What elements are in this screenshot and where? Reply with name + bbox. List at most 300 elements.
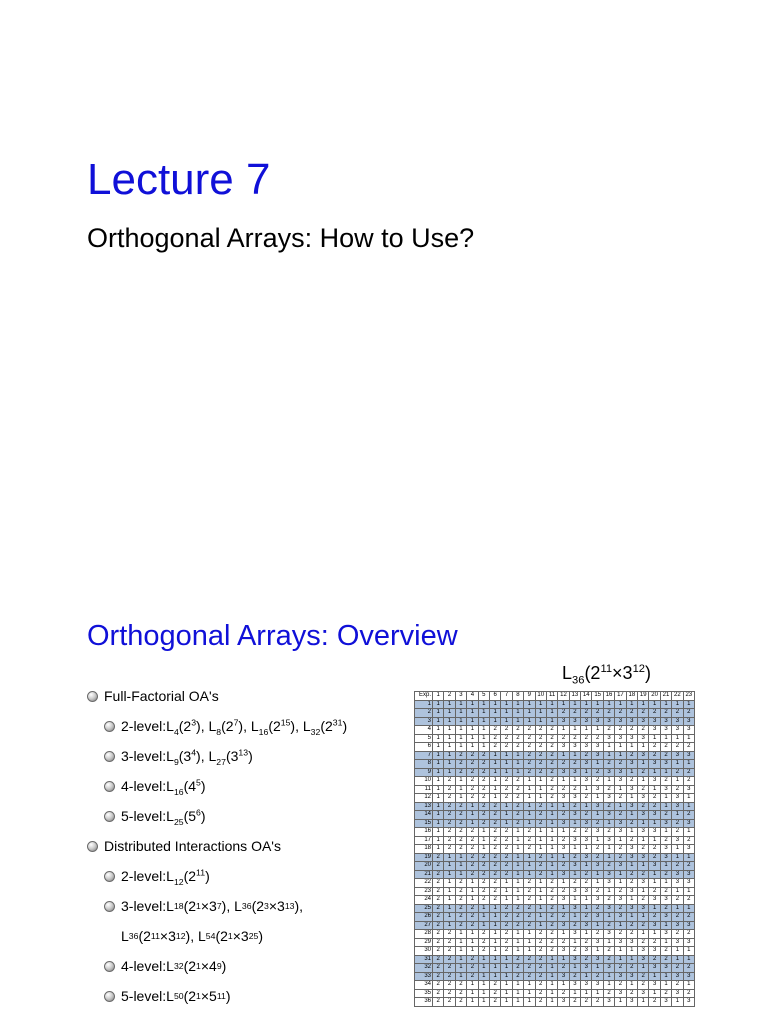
table-cell: 2 — [501, 904, 512, 913]
table-cell-exp: 30 — [415, 947, 433, 956]
table-cell: 2 — [535, 989, 546, 998]
lecture-title: Lecture 7 — [87, 155, 271, 204]
table-cell: 2 — [467, 904, 478, 913]
table-cell: 1 — [546, 972, 557, 981]
table-cell: 1 — [489, 904, 500, 913]
table-cell: 2 — [569, 802, 580, 811]
table-cell: 1 — [455, 700, 466, 709]
table-cell: 1 — [512, 760, 523, 769]
table-cell: 1 — [512, 768, 523, 777]
table-cell: 2 — [603, 802, 614, 811]
table-cell: 3 — [638, 717, 649, 726]
table-cell: 3 — [638, 751, 649, 760]
table-cell: 1 — [501, 972, 512, 981]
table-cell: 2 — [467, 845, 478, 854]
table-cell: 2 — [626, 709, 637, 718]
table-cell: 1 — [638, 777, 649, 786]
table-cell: 1 — [524, 811, 535, 820]
table-cell: 3 — [569, 743, 580, 752]
table-cell: 2 — [535, 760, 546, 769]
table-cell: 1 — [512, 853, 523, 862]
table-cell: 1 — [455, 726, 466, 735]
table-cell: 2 — [478, 853, 489, 862]
table-cell: 2 — [467, 768, 478, 777]
table-header-col: 2 — [444, 692, 455, 701]
table-cell: 2 — [558, 887, 569, 896]
table-cell: 2 — [581, 794, 592, 803]
table-cell: 1 — [467, 717, 478, 726]
table-cell: 1 — [546, 955, 557, 964]
table-header-col: 1 — [433, 692, 444, 701]
table-cell: 2 — [433, 921, 444, 930]
table-cell: 3 — [638, 794, 649, 803]
table-cell: 1 — [683, 981, 694, 990]
table-cell: 1 — [444, 913, 455, 922]
table-cell-exp: 12 — [415, 794, 433, 803]
table-cell: 3 — [649, 947, 660, 956]
table-cell: 3 — [638, 828, 649, 837]
table-cell: 2 — [512, 743, 523, 752]
table-cell: 1 — [524, 709, 535, 718]
table-cell: 2 — [649, 913, 660, 922]
table-header-exp: Exp. — [415, 692, 433, 701]
table-row — [415, 845, 695, 854]
table-cell: 1 — [660, 794, 671, 803]
table-cell: 2 — [467, 870, 478, 879]
table-cell: 1 — [592, 879, 603, 888]
table-row — [415, 768, 695, 777]
table-cell: 2 — [489, 862, 500, 871]
table-cell: 1 — [524, 819, 535, 828]
table-cell: 2 — [649, 887, 660, 896]
table-cell: 2 — [546, 938, 557, 947]
table-cell: 1 — [592, 760, 603, 769]
table-cell: 1 — [455, 853, 466, 862]
table-row — [415, 989, 695, 998]
table-cell: 1 — [638, 819, 649, 828]
table-cell: 1 — [638, 862, 649, 871]
table-cell: 1 — [649, 930, 660, 939]
table-cell: 1 — [581, 768, 592, 777]
table-cell: 2 — [535, 938, 546, 947]
table-cell: 2 — [535, 853, 546, 862]
table-row — [415, 870, 695, 879]
table-cell: 1 — [524, 853, 535, 862]
table-cell: 1 — [512, 828, 523, 837]
table-cell-exp: 2 — [415, 709, 433, 718]
table-cell: 3 — [615, 768, 626, 777]
table-cell: 1 — [512, 947, 523, 956]
table-row — [415, 777, 695, 786]
table-cell: 2 — [489, 887, 500, 896]
table-cell: 3 — [660, 930, 671, 939]
table-cell: 2 — [433, 964, 444, 973]
table-cell: 3 — [569, 930, 580, 939]
table-cell: 2 — [683, 709, 694, 718]
table-cell: 3 — [626, 845, 637, 854]
table-cell: 1 — [489, 913, 500, 922]
table-cell: 1 — [535, 785, 546, 794]
table-cell: 2 — [603, 862, 614, 871]
table-cell: 2 — [603, 896, 614, 905]
table-cell: 1 — [626, 768, 637, 777]
table-cell: 3 — [592, 751, 603, 760]
table-cell: 1 — [592, 870, 603, 879]
table-cell: 2 — [455, 845, 466, 854]
table-cell: 2 — [558, 836, 569, 845]
table-cell: 1 — [569, 751, 580, 760]
table-cell: 2 — [672, 819, 683, 828]
table-cell: 1 — [455, 717, 466, 726]
table-cell: 2 — [524, 913, 535, 922]
table-cell: 2 — [546, 947, 557, 956]
table-cell: 2 — [501, 862, 512, 871]
table-cell: 1 — [467, 947, 478, 956]
table-cell: 2 — [501, 938, 512, 947]
bullet-distributed: Distributed Interactions OA's — [87, 836, 281, 856]
table-cell: 1 — [603, 938, 614, 947]
table-cell: 1 — [626, 700, 637, 709]
table-header-col: 11 — [546, 692, 557, 701]
table-cell: 2 — [501, 777, 512, 786]
table-cell: 1 — [683, 734, 694, 743]
table-cell: 2 — [569, 853, 580, 862]
table-cell: 3 — [626, 717, 637, 726]
table-cell: 1 — [433, 828, 444, 837]
table-cell: 2 — [683, 913, 694, 922]
table-row — [415, 938, 695, 947]
table-cell: 2 — [512, 964, 523, 973]
table-cell-exp: 29 — [415, 938, 433, 947]
table-cell-exp: 5 — [415, 734, 433, 743]
table-cell: 1 — [546, 709, 557, 718]
table-cell: 1 — [535, 887, 546, 896]
table-cell: 3 — [672, 794, 683, 803]
table-cell: 1 — [581, 904, 592, 913]
table-cell: 3 — [638, 989, 649, 998]
table-cell: 2 — [535, 743, 546, 752]
table-row — [415, 972, 695, 981]
table-cell: 1 — [535, 913, 546, 922]
table-cell: 2 — [512, 921, 523, 930]
table-cell: 1 — [455, 785, 466, 794]
table-cell: 1 — [638, 964, 649, 973]
table-cell: 2 — [546, 794, 557, 803]
table-cell: 1 — [433, 777, 444, 786]
table-cell: 3 — [615, 913, 626, 922]
table-cell: 2 — [478, 870, 489, 879]
table-cell: 1 — [478, 734, 489, 743]
table-cell: 2 — [455, 751, 466, 760]
table-cell: 2 — [626, 989, 637, 998]
table-cell: 2 — [478, 896, 489, 905]
table-row — [415, 998, 695, 1007]
table-cell: 1 — [603, 700, 614, 709]
table-row — [415, 811, 695, 820]
table-cell: 3 — [672, 836, 683, 845]
table-row — [415, 904, 695, 913]
table-cell: 1 — [603, 743, 614, 752]
table-row — [415, 913, 695, 922]
table-cell: 3 — [581, 964, 592, 973]
table-cell: 2 — [444, 998, 455, 1007]
table-cell: 2 — [603, 709, 614, 718]
table-cell: 2 — [535, 862, 546, 871]
table-cell: 3 — [626, 853, 637, 862]
table-cell: 2 — [660, 870, 671, 879]
table-cell: 1 — [649, 734, 660, 743]
table-cell: 2 — [524, 972, 535, 981]
table-cell: 3 — [603, 794, 614, 803]
table-cell: 2 — [592, 998, 603, 1007]
table-cell: 3 — [581, 717, 592, 726]
table-cell: 3 — [558, 743, 569, 752]
table-cell: 1 — [638, 930, 649, 939]
table-cell: 2 — [615, 794, 626, 803]
table-cell: 2 — [672, 828, 683, 837]
table-cell-exp: 1 — [415, 700, 433, 709]
table-cell: 1 — [501, 717, 512, 726]
table-cell: 2 — [592, 887, 603, 896]
bullet-di-5level: 5-level: L 50 (2 1 ×5 11 ) — [104, 986, 231, 1006]
table-cell: 2 — [478, 947, 489, 956]
table-cell: 1 — [546, 802, 557, 811]
table-cell: 2 — [535, 964, 546, 973]
table-header-col: 18 — [626, 692, 637, 701]
table-cell: 2 — [581, 709, 592, 718]
table-cell: 2 — [603, 785, 614, 794]
table-cell: 2 — [489, 811, 500, 820]
table-cell: 2 — [683, 989, 694, 998]
table-cell: 3 — [615, 896, 626, 905]
table-cell: 1 — [478, 964, 489, 973]
table-cell: 1 — [615, 955, 626, 964]
table-cell: 1 — [501, 811, 512, 820]
table-header-col: 22 — [672, 692, 683, 701]
table-cell: 2 — [558, 709, 569, 718]
table-cell: 2 — [433, 947, 444, 956]
table-cell: 1 — [478, 981, 489, 990]
table-cell-exp: 27 — [415, 921, 433, 930]
table-cell: 1 — [581, 700, 592, 709]
table-cell: 2 — [455, 998, 466, 1007]
table-cell: 2 — [581, 828, 592, 837]
table-cell: 2 — [433, 955, 444, 964]
table-cell: 3 — [683, 751, 694, 760]
table-cell: 1 — [558, 853, 569, 862]
table-cell: 1 — [467, 938, 478, 947]
table-cell: 2 — [444, 811, 455, 820]
table-cell: 2 — [467, 913, 478, 922]
table-cell: 1 — [558, 777, 569, 786]
table-cell: 2 — [672, 743, 683, 752]
table-cell: 3 — [603, 964, 614, 973]
table-cell: 1 — [535, 896, 546, 905]
table-cell: 1 — [546, 700, 557, 709]
table-cell-exp: 33 — [415, 972, 433, 981]
table-cell: 2 — [546, 887, 557, 896]
table-cell: 2 — [512, 734, 523, 743]
table-cell: 2 — [569, 785, 580, 794]
table-cell: 1 — [672, 700, 683, 709]
table-cell: 1 — [683, 853, 694, 862]
table-cell: 1 — [615, 785, 626, 794]
table-cell: 1 — [512, 709, 523, 718]
table-cell: 1 — [501, 955, 512, 964]
table-cell: 2 — [489, 726, 500, 735]
table-row — [415, 921, 695, 930]
table-cell: 2 — [524, 964, 535, 973]
table-cell: 2 — [444, 836, 455, 845]
table-cell: 3 — [558, 819, 569, 828]
table-cell: 2 — [546, 930, 557, 939]
table-cell: 3 — [581, 760, 592, 769]
table-cell: 1 — [638, 700, 649, 709]
table-cell: 1 — [512, 751, 523, 760]
table-cell: 2 — [683, 862, 694, 871]
table-cell-exp: 21 — [415, 870, 433, 879]
table-cell: 1 — [592, 726, 603, 735]
table-cell: 1 — [615, 802, 626, 811]
table-cell: 2 — [524, 879, 535, 888]
table-cell: 1 — [489, 760, 500, 769]
table-cell: 3 — [660, 913, 671, 922]
table-cell: 1 — [433, 751, 444, 760]
table-cell: 1 — [433, 811, 444, 820]
table-cell: 1 — [467, 734, 478, 743]
bullet-sphere-icon — [104, 811, 115, 822]
table-cell: 1 — [546, 989, 557, 998]
table-cell: 1 — [467, 981, 478, 990]
table-cell: 1 — [478, 989, 489, 998]
table-cell: 2 — [569, 828, 580, 837]
table-cell: 2 — [467, 828, 478, 837]
table-cell: 3 — [569, 768, 580, 777]
table-cell: 2 — [512, 811, 523, 820]
table-cell: 1 — [649, 879, 660, 888]
table-cell: 2 — [478, 879, 489, 888]
table-cell: 1 — [489, 785, 500, 794]
table-cell: 3 — [592, 717, 603, 726]
table-cell: 2 — [615, 981, 626, 990]
bullet-di-2level: 2-level: $L_{12}(2^{11})$ — [104, 866, 210, 886]
table-cell: 3 — [683, 819, 694, 828]
table-cell: 2 — [489, 870, 500, 879]
table-cell: 1 — [535, 921, 546, 930]
table-cell: 2 — [558, 938, 569, 947]
table-cell: 2 — [672, 913, 683, 922]
table-cell: 2 — [467, 777, 478, 786]
table-cell: 3 — [603, 904, 614, 913]
table-cell: 1 — [444, 700, 455, 709]
table-cell: 2 — [433, 853, 444, 862]
table-cell: 3 — [615, 717, 626, 726]
table-cell: 1 — [467, 802, 478, 811]
table-cell: 2 — [524, 760, 535, 769]
table-row — [415, 709, 695, 718]
table-row — [415, 955, 695, 964]
table-cell: 1 — [444, 853, 455, 862]
table-cell: 3 — [558, 972, 569, 981]
table-cell: 2 — [626, 836, 637, 845]
table-cell: 3 — [626, 734, 637, 743]
table-cell: 1 — [489, 794, 500, 803]
table-cell: 3 — [558, 845, 569, 854]
table-cell: 1 — [672, 760, 683, 769]
table-cell: 1 — [444, 743, 455, 752]
table-cell: 2 — [455, 989, 466, 998]
table-cell: 1 — [478, 836, 489, 845]
table-row — [415, 760, 695, 769]
table-cell: 2 — [660, 811, 671, 820]
table-cell: 1 — [501, 879, 512, 888]
table-cell: 2 — [535, 947, 546, 956]
table-cell: 1 — [615, 743, 626, 752]
table-cell: 2 — [683, 768, 694, 777]
table-cell: 3 — [660, 845, 671, 854]
table-row — [415, 964, 695, 973]
table-cell: 1 — [512, 989, 523, 998]
table-cell: 1 — [649, 819, 660, 828]
table-cell: 1 — [512, 930, 523, 939]
table-cell: 1 — [478, 743, 489, 752]
table-cell: 1 — [433, 734, 444, 743]
table-cell: 2 — [581, 870, 592, 879]
table-cell: 1 — [535, 777, 546, 786]
table-cell: 3 — [626, 904, 637, 913]
table-cell-exp: 9 — [415, 768, 433, 777]
table-cell: 2 — [615, 887, 626, 896]
table-cell: 2 — [603, 921, 614, 930]
table-cell: 3 — [558, 717, 569, 726]
table-cell: 2 — [524, 734, 535, 743]
table-cell: 1 — [603, 777, 614, 786]
table-cell: 2 — [672, 964, 683, 973]
bullet-sphere-icon — [104, 721, 115, 732]
table-cell: 1 — [581, 930, 592, 939]
table-cell: 3 — [569, 794, 580, 803]
table-cell: 1 — [478, 921, 489, 930]
table-cell: 1 — [592, 964, 603, 973]
table-cell: 1 — [546, 862, 557, 871]
table-cell: 3 — [581, 819, 592, 828]
table-row — [415, 794, 695, 803]
table-cell: 1 — [649, 904, 660, 913]
table-cell: 3 — [592, 802, 603, 811]
table-cell: 1 — [524, 802, 535, 811]
table-cell: 1 — [489, 709, 500, 718]
table-cell: 2 — [444, 989, 455, 998]
table-row — [415, 887, 695, 896]
table-cell: 1 — [581, 845, 592, 854]
table-caption: $L_{36}(2^{11}\times 3^{12})$ — [562, 663, 651, 687]
table-cell: 2 — [546, 726, 557, 735]
table-header-col: 21 — [660, 692, 671, 701]
table-cell: 1 — [433, 743, 444, 752]
table-cell: 1 — [535, 836, 546, 845]
table-cell: 3 — [683, 998, 694, 1007]
table-cell: 2 — [444, 981, 455, 990]
table-cell: 1 — [546, 998, 557, 1007]
table-cell: 2 — [467, 862, 478, 871]
table-row — [415, 896, 695, 905]
table-cell: 3 — [626, 760, 637, 769]
table-cell: 3 — [558, 870, 569, 879]
table-cell: 2 — [455, 913, 466, 922]
table-row — [415, 751, 695, 760]
table-cell: 1 — [558, 751, 569, 760]
table-cell: 2 — [569, 734, 580, 743]
